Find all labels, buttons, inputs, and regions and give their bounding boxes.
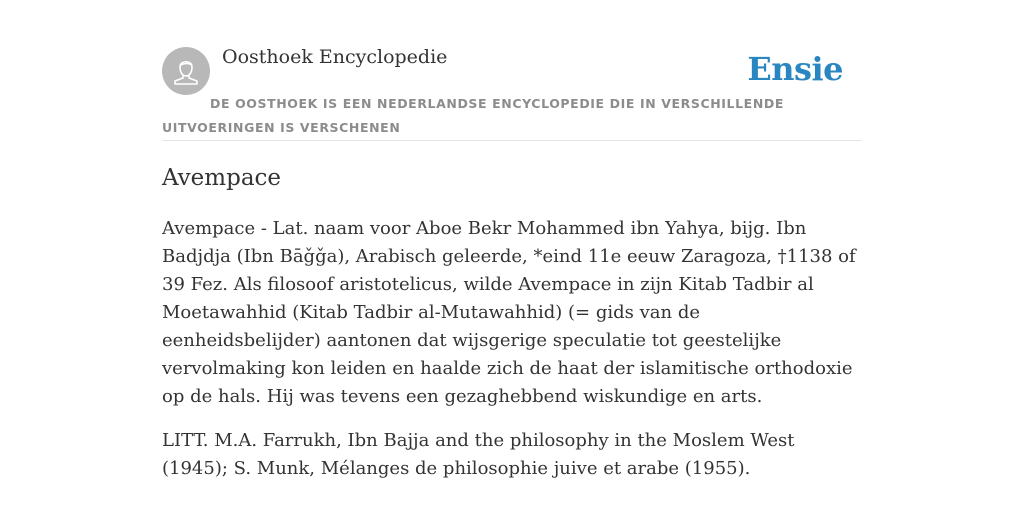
article-paragraph: Avempace - Lat. naam voor Aboe Bekr Mohammed ibn Yahya, bijg. Ibn Badjdja (Ibn Bāǧǧa), Arabisch geleerde, *eind 11e eeuw Zaragoza, †1138 of 39 Fez. Als filosoof aristotelicus, wilde Avempace in zijn Kitab Tadbir al Moetawahhid (Kitab Tadbir al-Mutawahhid) (= gids van de eenheidsbelijder) aantonen dat wijsgerige speculatie tot geestelijke vervolmaking kon leiden en haalde zich de haat der islamitische orthodoxie op de hals. Hij was tevens een gezaghebbend wiskundige en arts. — [162, 218, 856, 407]
article-title: Avempace — [162, 165, 282, 191]
avatar[interactable] — [162, 47, 210, 95]
ensie-logo[interactable]: Ensie — [747, 50, 843, 88]
site-header — [162, 45, 862, 141]
literature-paragraph: LITT. M.A. Farrukh, Ibn Bajja and the philosophy in the Moslem West (1945); S. Munk, Mélanges de philosophie juive et arabe (1955). — [162, 430, 795, 479]
article — [162, 163, 862, 499]
site-name-link[interactable]: Oosthoek Encyclopedie — [222, 46, 448, 68]
site-tagline: DE OOSTHOEK IS EEN NEDERLANDSE ENCYCLOPEDIE DIE IN VERSCHILLENDE UITVOERINGEN IS VERSCHENEN — [162, 96, 784, 135]
user-silhouette-icon — [162, 47, 210, 95]
